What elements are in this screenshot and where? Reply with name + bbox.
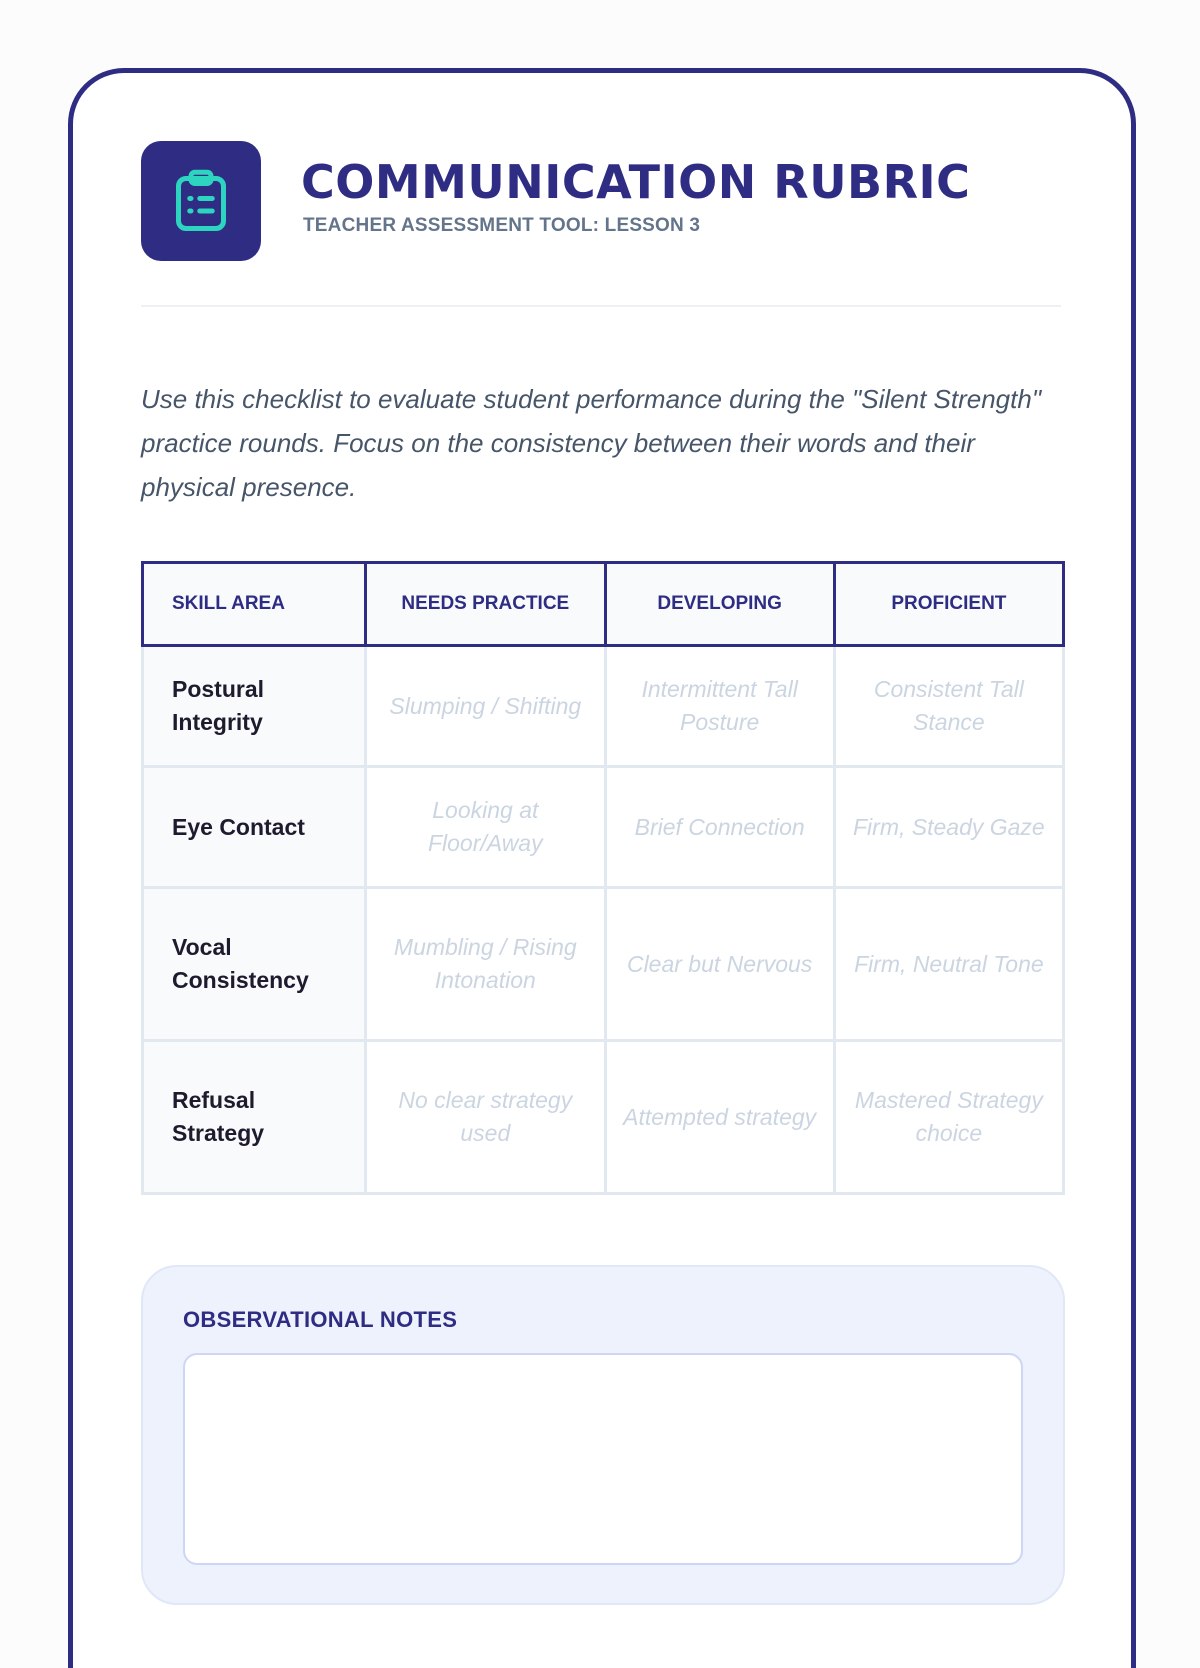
header-divider xyxy=(141,305,1061,307)
page-title: COMMUNICATION RUBRIC xyxy=(301,155,971,209)
needs-practice-cell[interactable]: Mumbling / Rising Intonation xyxy=(366,888,605,1041)
header xyxy=(141,141,1061,261)
rubric-card xyxy=(68,68,1136,1668)
skill-cell: Vocal Consistency xyxy=(143,888,366,1041)
skill-cell: Refusal Strategy xyxy=(143,1041,366,1194)
needs-practice-cell[interactable]: No clear strategy used xyxy=(366,1041,605,1194)
proficient-cell[interactable]: Consistent Tall Stance xyxy=(834,646,1063,767)
proficient-cell[interactable]: Firm, Neutral Tone xyxy=(834,888,1063,1041)
table-row xyxy=(143,646,1064,767)
developing-cell[interactable]: Clear but Nervous xyxy=(605,888,834,1041)
needs-practice-cell[interactable]: Looking at Floor/Away xyxy=(366,767,605,888)
column-header-needs-practice: NEEDS PRACTICE xyxy=(366,563,605,646)
header-icon-box xyxy=(141,141,261,261)
table-row xyxy=(143,767,1064,888)
observational-notes-label: OBSERVATIONAL NOTES xyxy=(183,1307,458,1332)
skill-cell: Eye Contact xyxy=(143,767,366,888)
proficient-cell[interactable]: Mastered Strategy choice xyxy=(834,1041,1063,1194)
page-subtitle: TEACHER ASSESSMENT TOOL: LESSON 3 xyxy=(303,215,701,236)
observational-notes-panel xyxy=(141,1265,1065,1605)
clipboard-list-icon xyxy=(171,168,231,234)
proficient-cell[interactable]: Firm, Steady Gaze xyxy=(834,767,1063,888)
developing-cell[interactable]: Brief Connection xyxy=(605,767,834,888)
skill-cell: Postural Integrity xyxy=(143,646,366,767)
table-row xyxy=(143,1041,1064,1194)
intro-text: Use this checklist to evaluate student performance during the "Silent Strength" practice rounds. Focus on the consistency between their words and their physical presence. xyxy=(141,384,1042,502)
observational-notes-input[interactable] xyxy=(183,1353,1023,1565)
developing-cell[interactable]: Attempted strategy xyxy=(605,1041,834,1194)
table-header-row xyxy=(143,563,1064,646)
needs-practice-cell[interactable]: Slumping / Shifting xyxy=(366,646,605,767)
column-header-proficient: PROFICIENT xyxy=(834,563,1063,646)
developing-cell[interactable]: Intermittent Tall Posture xyxy=(605,646,834,767)
rubric-table xyxy=(141,561,1065,1195)
table-row xyxy=(143,888,1064,1041)
column-header-developing: DEVELOPING xyxy=(605,563,834,646)
column-header-skill-area: SKILL AREA xyxy=(143,563,366,646)
